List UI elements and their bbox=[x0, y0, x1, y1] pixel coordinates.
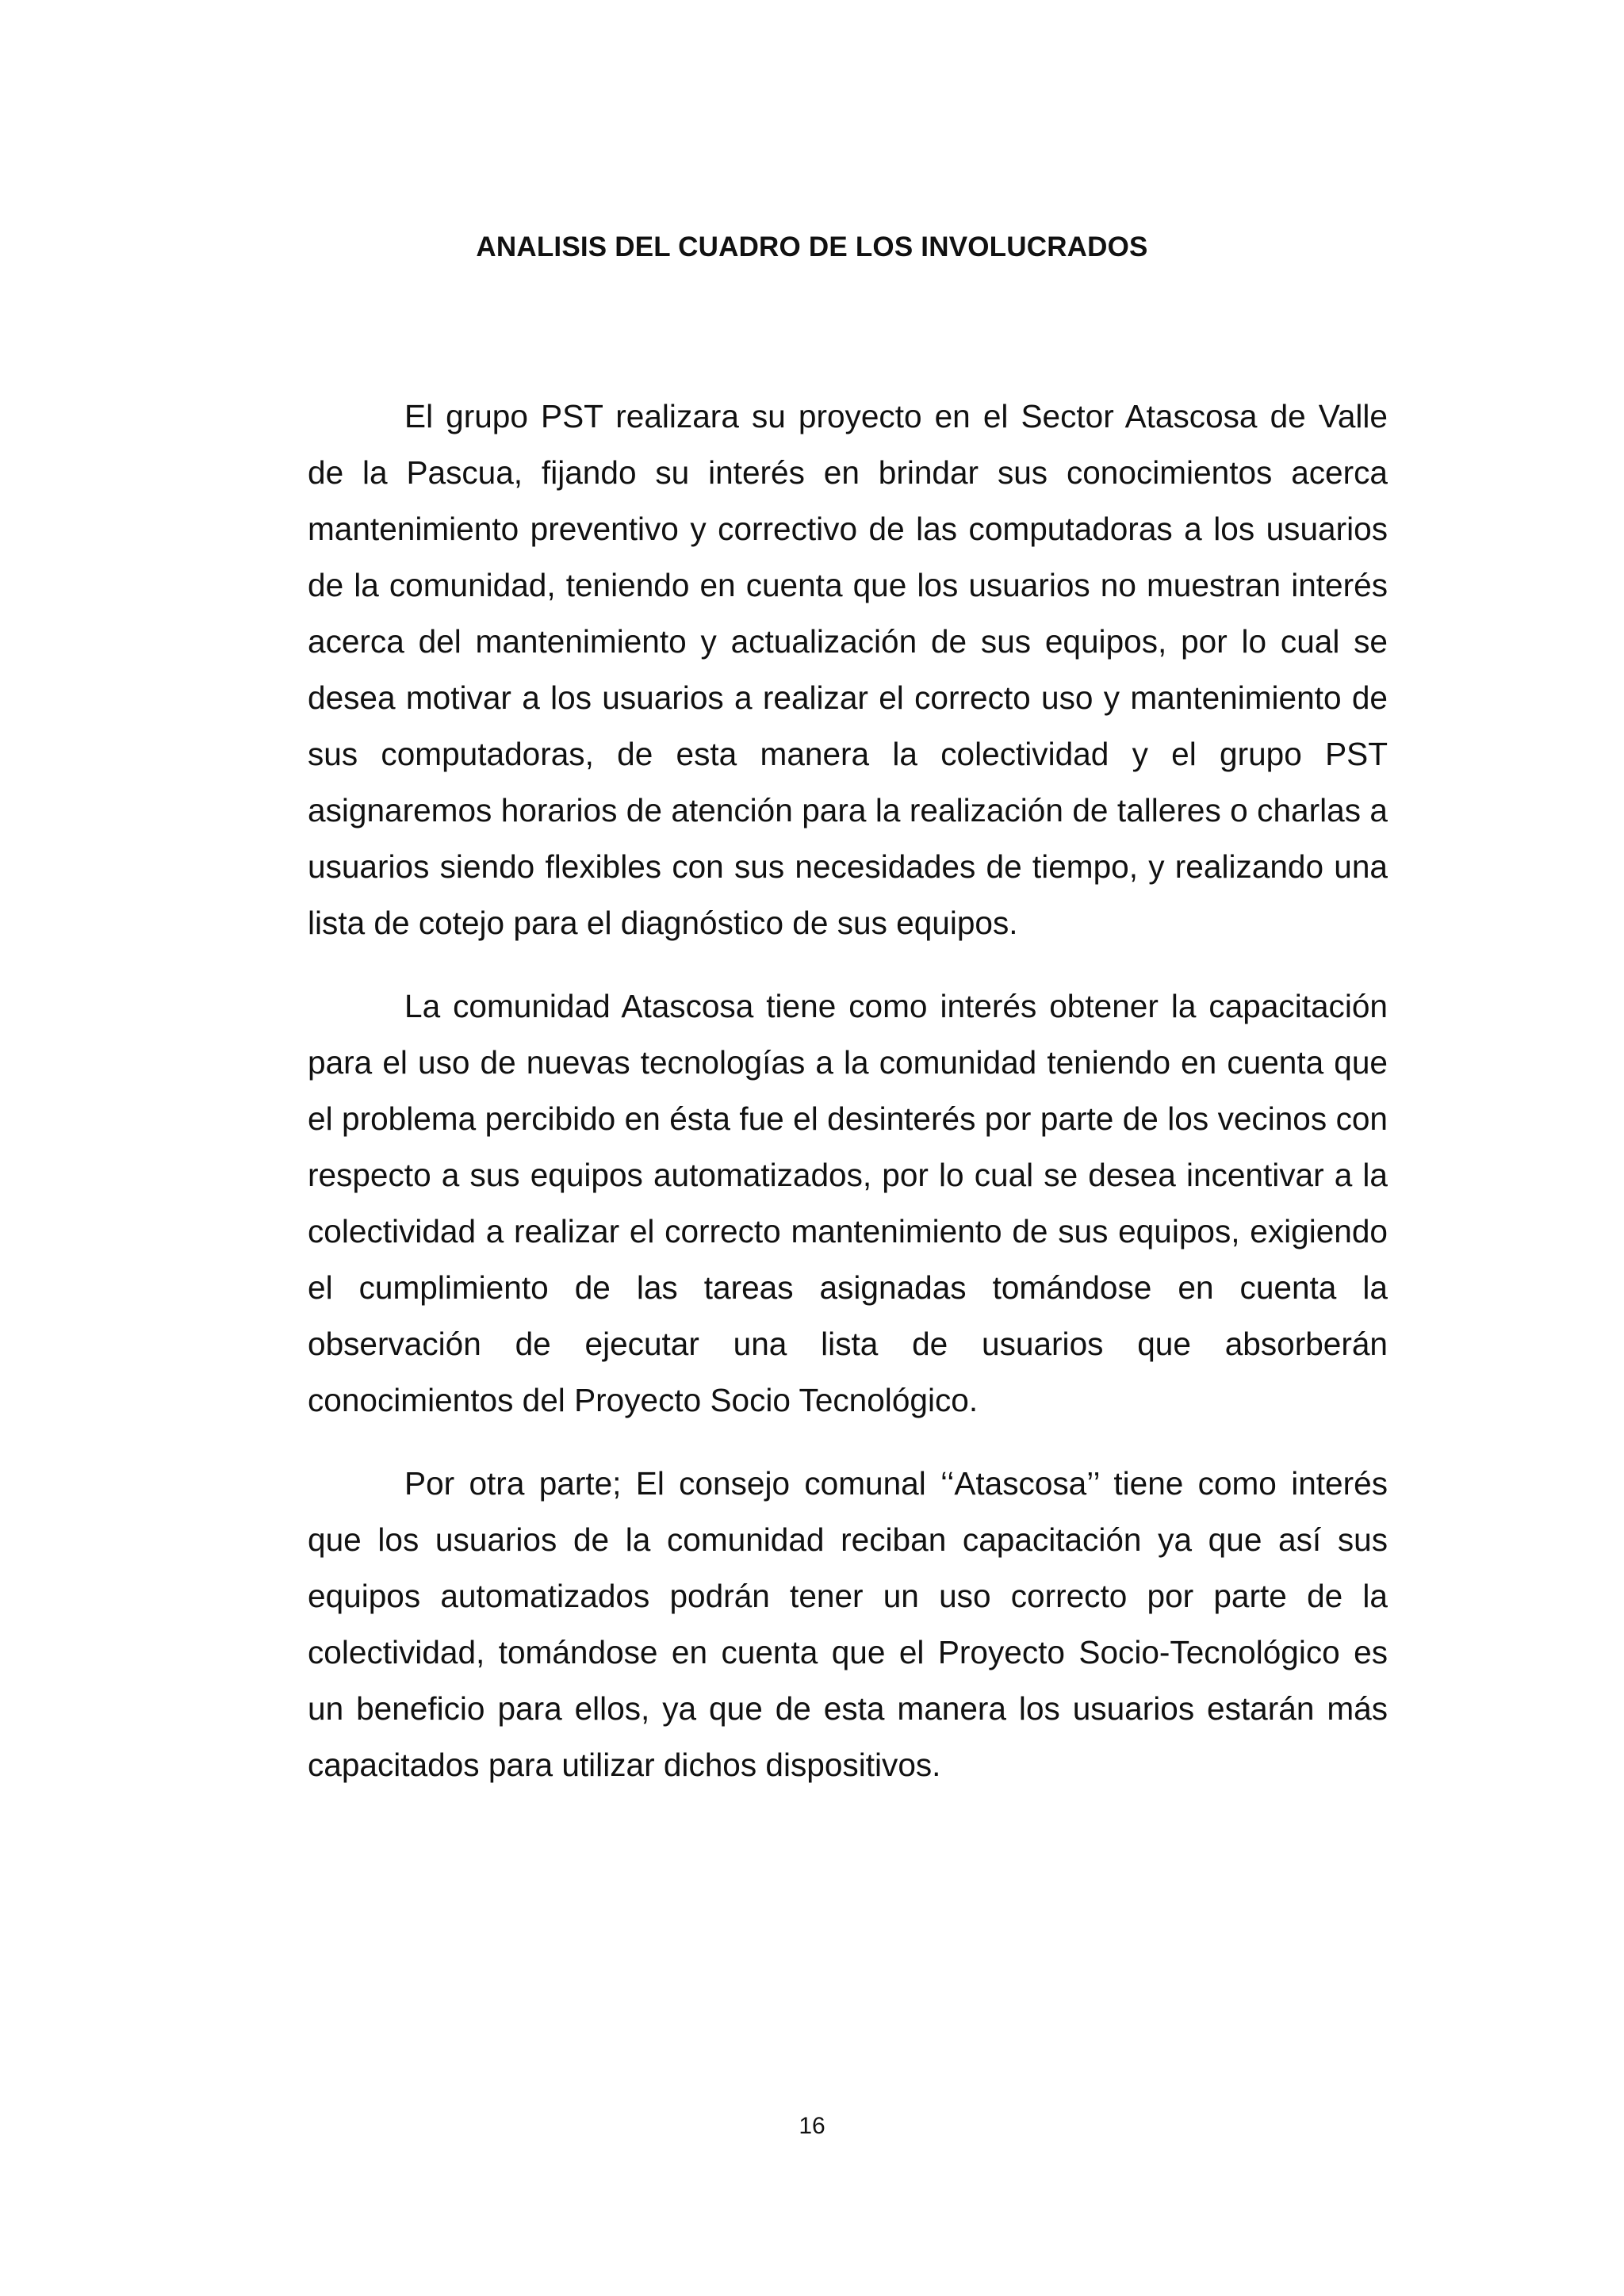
paragraph-2: La comunidad Atascosa tiene como interés obtener la capacitación para el uso de nuevas tecnologías a la comunidad teniendo en cuenta que el problema percibido en ésta fue el desinterés por parte de los vecinos con respecto a sus equipos automatizados, por lo cual se desea incentivar a la colectividad a realizar el correcto mantenimiento de sus equipos, exigiendo el cumplimiento de las tareas asignadas tomándose en cuenta la observación de ejecutar una lista de usuarios que absorberán conocimientos del Proyecto Socio Tecnológico. bbox=[308, 988, 1388, 1418]
paragraph-3: Por otra parte; El consejo comunal ‘‘Atascosa’’ tiene como interés que los usuarios de la comunidad reciban capacitación ya que así sus equipos automatizados podrán tener un uso correcto por parte de la colectividad, tomándose en cuenta que el Proyecto Socio-Tecnológico es un beneficio para ellos, ya que de esta manera los usuarios estarán más capacitados para utilizar dichos dispositivos. bbox=[308, 1465, 1388, 1783]
page-title: ANALISIS DEL CUADRO DE LOS INVOLUCRADOS bbox=[476, 232, 1148, 262]
page-number: 16 bbox=[799, 2113, 825, 2139]
paragraph-1: El grupo PST realizara su proyecto en el Sector Atascosa de Valle de la Pascua, fijando su interés en brindar sus conocimientos acerca mantenimiento preventivo y correctivo de las computadoras a los usuarios de la comunidad, teniendo en cuenta que los usuarios no muestran interés acerca del mantenimiento y actualización de sus equipos, por lo cual se desea motivar a los usuarios a realizar el correcto uso y mantenimiento de sus computadoras, de esta manera la colectividad y el grupo PST asignaremos horarios de atención para la realización de talleres o charlas a usuarios siendo flexibles con sus necesidades de tiempo, y realizando una lista de cotejo para el diagnóstico de sus equipos. bbox=[308, 398, 1388, 941]
body-text bbox=[308, 388, 1388, 1820]
